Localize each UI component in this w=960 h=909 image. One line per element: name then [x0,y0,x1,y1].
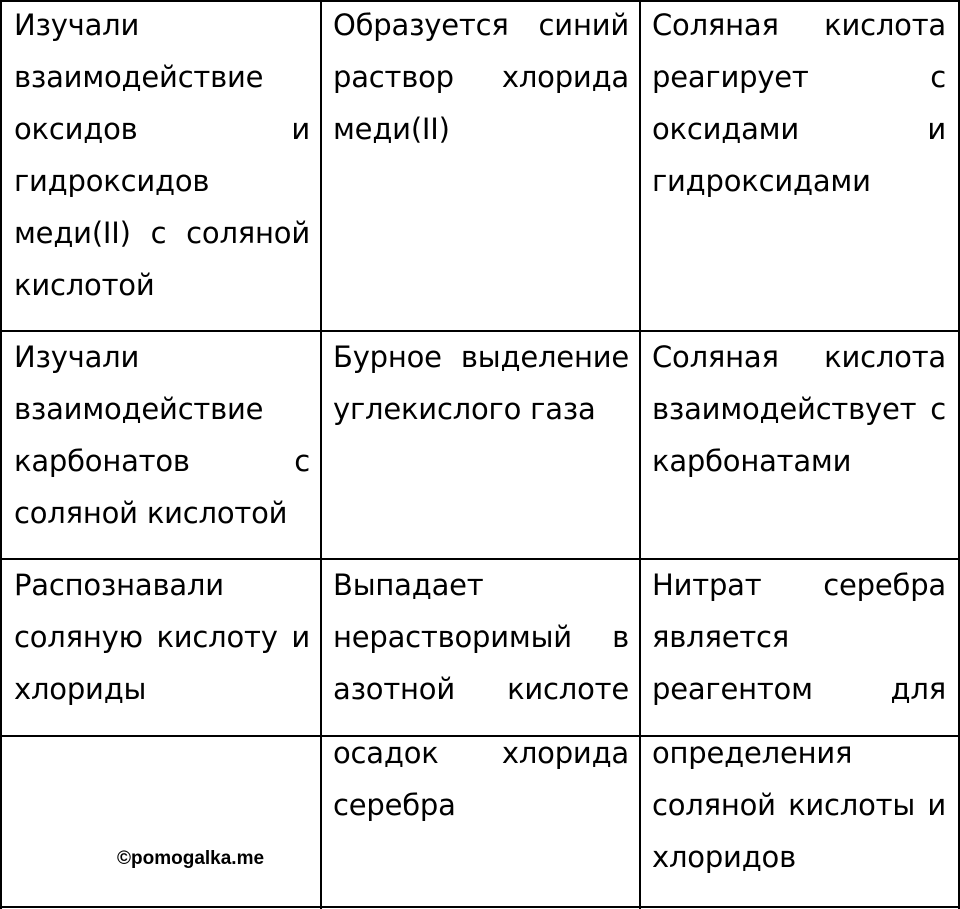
table-cell-r1-c2 [333,0,629,155]
table-cell-r1-c1 [14,0,310,311]
cell-line: раствор хлорида [333,60,629,94]
table-cell-r2-c1 [14,331,310,539]
cell-line: оксидов и [14,112,310,146]
cell-line: карбонатов с [14,444,310,478]
cell-line: соляной кислоты и [652,788,946,822]
cell-line: гидроксидов [14,164,210,198]
cell-line: гидроксидами [652,164,871,198]
cell-line: Нитрат серебра [652,568,946,602]
cell-line: хлориды [14,672,147,706]
column-divider-1 [320,0,322,909]
cell-line: меди(II) [333,112,450,146]
cell-line: реагирует с [652,60,946,94]
table-cell-r4-c3 [652,727,946,883]
cell-line: Выпадает [333,568,484,602]
cell-line: взаимодействует с [652,392,946,426]
table-cell-r3-c3 [652,559,946,715]
cell-line: хлоридов [652,840,796,874]
table-cell-r3-c2 [333,559,629,715]
cell-line: нерастворимый в [333,620,629,654]
cell-line: реагентом для [652,672,946,706]
table-cell-r2-c2 [333,331,629,435]
cell-line: Распознавали [14,568,224,602]
cell-line: азотной кислоте [333,672,629,706]
cell-line: серебра [333,788,456,822]
cell-line: меди(II) с соляной [14,216,310,250]
cell-line: Соляная кислота [652,340,946,374]
table-border-left [0,0,2,909]
watermark: ©pomogalka.me [117,848,265,869]
cell-line: Образуется синий [333,8,629,42]
table-cell-r4-c2 [333,727,629,831]
cell-line: кислотой [14,268,155,302]
column-divider-2 [639,0,641,909]
cell-line: соляной кислотой [14,496,288,530]
cell-line: взаимодействие [14,392,264,426]
cell-line: взаимодействие [14,60,264,94]
cell-line: Бурное выделение [333,340,629,374]
table-cell-r2-c3 [652,331,946,487]
table-cell-r3-c1 [14,559,310,715]
cell-line: Соляная кислота [652,8,946,42]
table-border-bottom [0,906,960,908]
cell-line: оксидами и [652,112,946,146]
cell-line: Изучали [14,8,140,42]
cell-line: осадок хлорида [333,736,629,770]
cell-line: определения [652,736,853,770]
cell-line: углекислого газа [333,392,596,426]
cell-line: соляную кислоту и [14,620,310,654]
cell-line: Изучали [14,340,140,374]
cell-line: является [652,620,790,654]
cell-line: карбонатами [652,444,852,478]
table-cell-r1-c3 [652,0,946,207]
